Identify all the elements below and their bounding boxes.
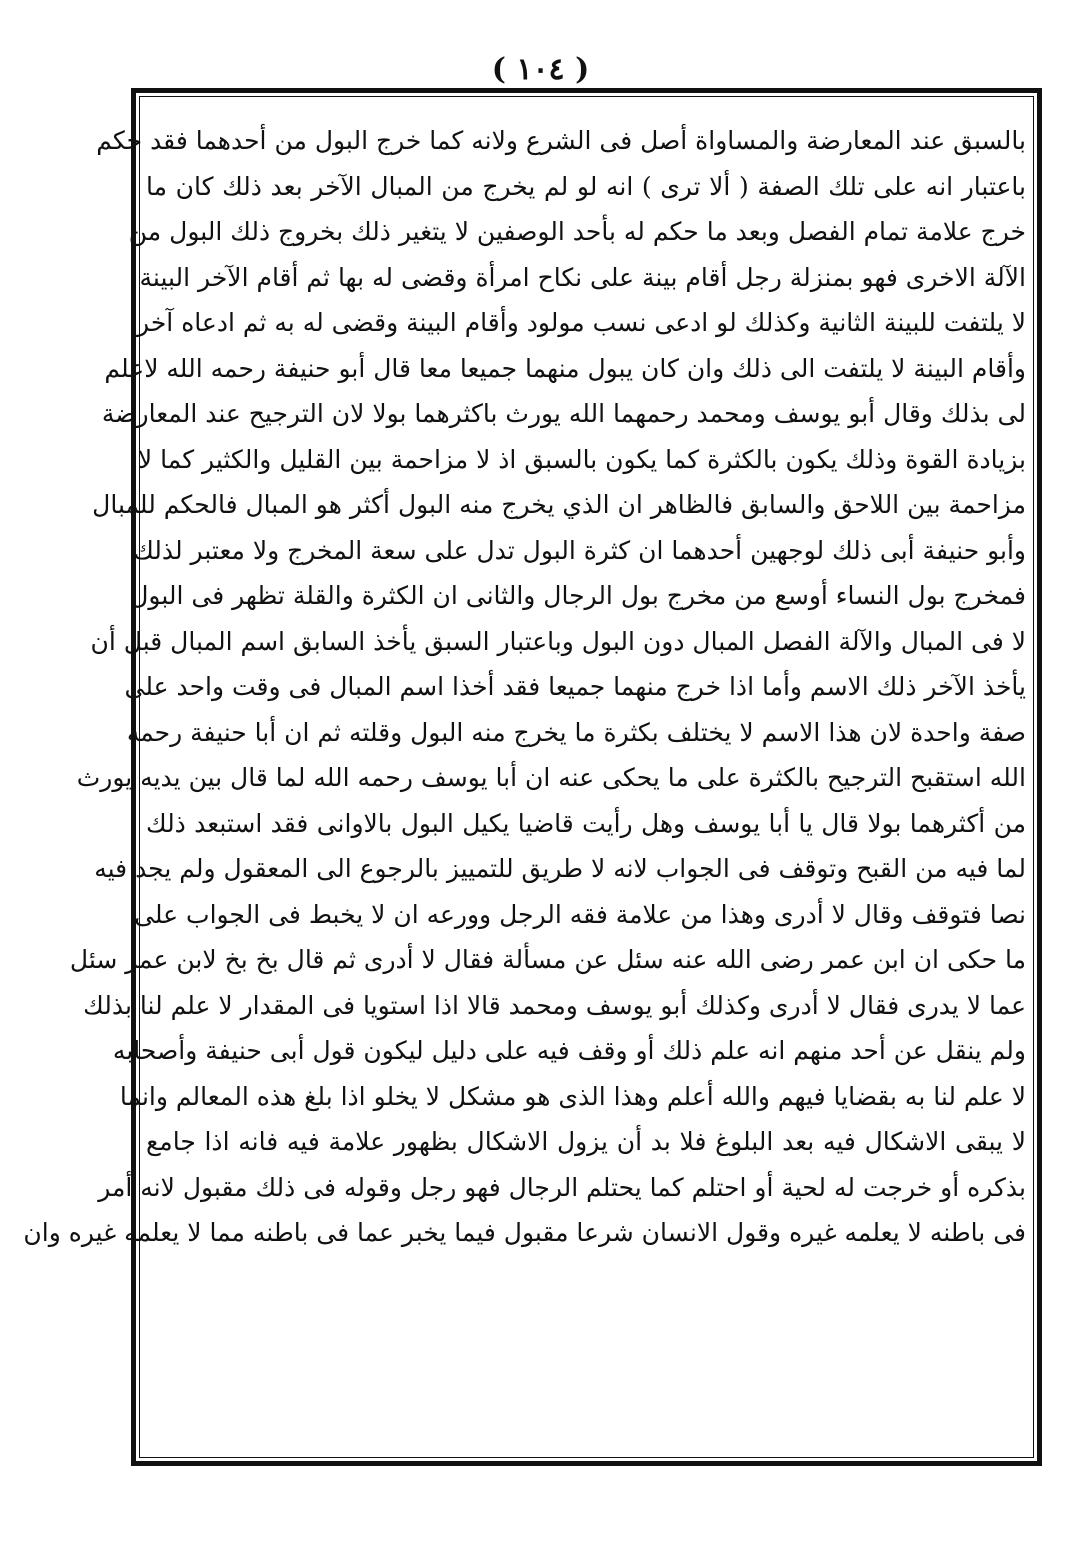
text-line: ولم ينقل عن أحد منهم انه علم ذلك أو وقف فيه على دليل ليكون قول أبى حنيفة وأصحابه [112,1036,1026,1065]
page-number: ( ١٠٤ ) [491,52,590,87]
text-line: وأقام البينة لا يلتفت الى ذلك وان كان يبول منهما جميعا معا قال أبو حنيفة رحمه الله لاعلم [104,353,1026,383]
text-line: لا يبقى الاشكال فيه بعد البلوغ فلا بد أن يزول الاشكال بظهور علامة فيه فانه اذا جامع [146,1127,1026,1156]
text-line: لى بذلك وقال أبو يوسف ومحمد رحمهما الله يورث باكثرهما بولا لان الترجيح عند المعارضة [101,399,1026,428]
text-line: لا فى المبال والآلة الفصل المبال دون البول وباعتبار السبق يأخذ السابق اسم المبال قبل أن [90,626,1026,656]
text-line: مزاحمة بين اللاحق والسابق فالظاهر ان الذي يخرج منه البول أكثر هو المبال فالحكم للمبال [92,490,1026,519]
text-line: ما حكى ان ابن عمر رضى الله عنه سئل عن مسألة فقال لا أدرى ثم قال بخ بخ لابن عمر سئل [69,945,1026,974]
text-line: فى باطنه لا يعلمه غيره وقول الانسان شرعا مقبول فيما يخبر عما فى باطنه مما لا يعلمه غيره وان [23,1218,1026,1247]
text-line: بزيادة القوة وذلك يكون بالكثرة كما يكون بالسبق اذ لا مزاحمة بين القليل والكثير كما لا [137,444,1026,474]
text-line: باعتبار انه على تلك الصفة ( ألا ترى ) انه لو لم يخرج من المبال الآخر بعد ذلك كان ما [146,171,1026,201]
text-line: لما فيه من القبح وتوقف فى الجواب لانه لا طريق للتمييز بالرجوع الى المعقول ولم يجد فيه [94,854,1026,883]
text-line: بذكره أو خرجت له لحية أو احتلم كما يحتلم الرجال فهو رجل وقوله فى ذلك مقبول لانه أمر [98,1172,1026,1202]
text-line: عما لا يدرى فقال لا أدرى وكذلك أبو يوسف ومحمد قالا اذا استويا فى المقدار لا علم لنا بذلك [83,990,1026,1020]
text-line: يأخذ الآخر ذلك الاسم وأما اذا خرج منهما جميعا فقد أخذا اسم المبال فى وقت واحد على [124,672,1026,701]
text-line: خرج علامة تمام الفصل وبعد ما حكم له بأحد الوصفين لا يتغير ذلك بخروج ذلك البول من [128,217,1026,246]
text-line: صفة واحدة لان هذا الاسم لا يختلف بكثرة ما يخرج منه البول وقلته ثم ان أبا حنيفة رحمه [126,717,1026,747]
text-line: لا يلتفت للبينة الثانية وكذلك لو ادعى نسب مولود وأقام البينة وقضى له به ثم ادعاه آخر [137,308,1026,337]
text-line: الآلة الاخرى فهو بمنزلة رجل أقام بينة على نكاح امرأة وقضى له بها ثم أقام الآخر البينة [139,262,1026,292]
body-text [23,118,1026,1454]
text-line: فمخرج بول النساء أوسع من مخرج بول الرجال والثانى ان الكثرة والقلة تظهر فى البول [130,581,1026,610]
text-line: من أكثرهما بولا قال يا أبا يوسف وهل رأيت قاضيا يكيل البول بالاوانى فقد استبعد ذلك [146,808,1026,838]
text-line: لا علم لنا به بقضايا فيهم والله أعلم وهذا الذى هو مشكل لا يخلو اذا بلغ هذه المعالم وانما [119,1081,1026,1111]
text-line: نصا فتوقف وقال لا أدرى وهذا من علامة فقه الرجل وورعه ان لا يخبط فى الجواب على [134,899,1026,929]
text-line: بالسبق عند المعارضة والمساواة أصل فى الشرع ولانه كما خرج البول من أحدهما فقد حكم [96,126,1026,155]
text-line: الله استقبح الترجيح بالكثرة على ما يحكى عنه ان أبا يوسف رحمه الله لما قال بين يديه يورث [76,763,1026,792]
text-line: وأبو حنيفة أبى ذلك لوجهين أحدهما ان كثرة البول تدل على سعة المخرج ولا معتبر لذلك [133,535,1026,565]
